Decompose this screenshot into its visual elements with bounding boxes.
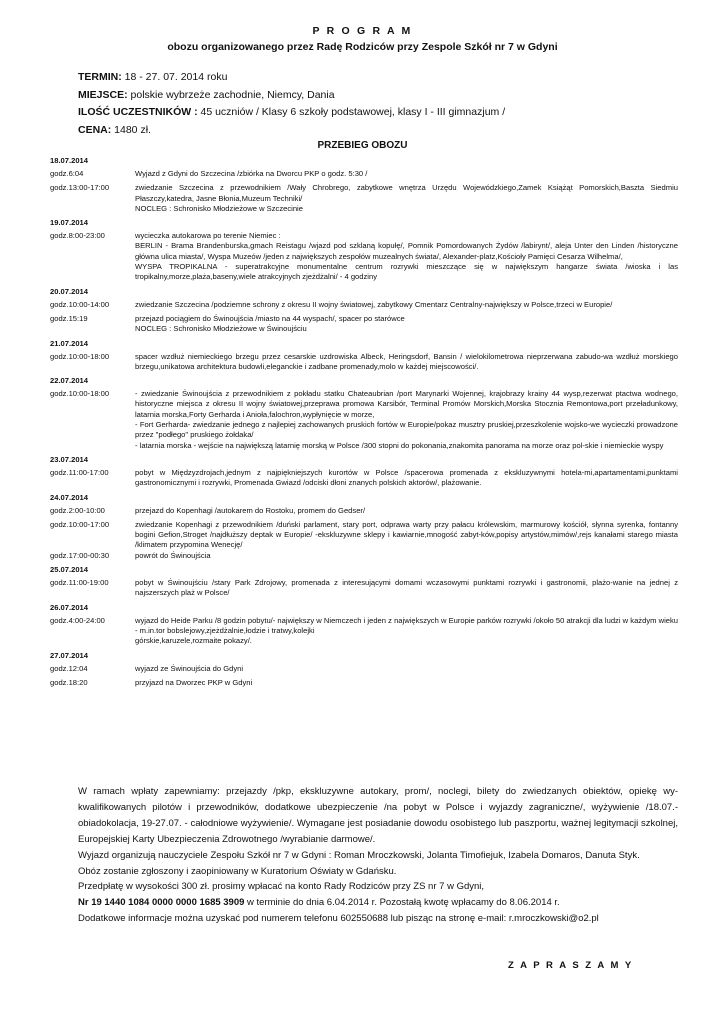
info-ilosc — [78, 104, 698, 122]
schedule-line: powrót do Świnoujścia — [135, 550, 211, 560]
info-cena — [78, 122, 698, 140]
schedule-row — [50, 506, 678, 516]
schedule-time: godz.18:20 — [50, 677, 88, 687]
footer-prepayment: Przedpłatę w wysokości 300 zł. prosimy wpłacać na konto Rady Rodziców przy ZS nr 7 w Gdyni, — [78, 881, 485, 893]
schedule-date: 20.07.2014 — [50, 286, 89, 296]
schedule-row — [50, 678, 678, 688]
info-miejsce — [78, 87, 698, 105]
schedule-row — [50, 520, 678, 551]
schedule-row — [50, 468, 678, 489]
schedule-line: spacer wzdłuż niemieckiego brzegu przez cesarskie uzdrowiska Albeck, Heringsdorf, Bansin / wielokilometrowa nieprzerwana zabudo-wa wzdłuż morskiego brzegu,unikatowa architektura budowli,eleganckie i zadbane promenady,molo w każdej miejscowości/. — [135, 351, 678, 371]
schedule-time: godz.10:00-14:00 — [50, 299, 110, 309]
closing-text: Z A P R A S Z A M Y — [508, 960, 634, 971]
schedule-line: wycieczka autokarowa po terenie Niemiec : — [135, 231, 281, 241]
schedule-row — [50, 664, 678, 674]
account-number: Nr 19 1440 1084 0000 0000 1685 3909 — [78, 897, 245, 909]
schedule-line: WYSPA TROPIKALNA - superatrakcyjne monumentalne centrum rozrywki mieszczące się w największym hangarze świata /wioska i las tropikalny,morze,plaża,baseny,wiele atrakcyjnych zjeżdżalni/ - 4 godziny — [135, 262, 678, 282]
schedule-line: - Fort Gerharda- zwiedzanie jednego z najlepiej zachowanych pruskich fortów w Europie/pokaz musztry pruskiej,przeszkolenie wojsko-we wycieczki prowadzone przez "podłego" pruskiego żołdaka/ — [135, 420, 678, 440]
info-termin — [78, 69, 698, 87]
schedule-description — [135, 506, 678, 516]
schedule-row — [50, 551, 678, 561]
schedule-line: wyjazd do Heide Parku /8 godzin pobytu/- największy w Niemczech i jeden z największych w Europie parków rozrywki /około 50 atrakcji dla ludzi w każdym wieku - m.in.tor bobslejowy,zjeżdżalnie,łodzie i tratwy,kolejki — [135, 615, 678, 635]
schedule-date: 25.07.2014 — [50, 565, 89, 575]
schedule-row — [50, 578, 678, 599]
miejsce-label: MIEJSCE: — [78, 88, 128, 101]
schedule-row — [50, 300, 678, 310]
schedule-date: 23.07.2014 — [50, 454, 89, 464]
schedule-description — [135, 551, 678, 561]
schedule — [50, 156, 678, 692]
schedule-date: 21.07.2014 — [50, 338, 89, 348]
schedule-description — [135, 389, 678, 451]
schedule-row — [50, 616, 678, 647]
schedule-time: godz.11:00-17:00 — [50, 467, 109, 477]
schedule-date: 22.07.2014 — [50, 376, 89, 386]
schedule-time: godz.11:00-19:00 — [50, 578, 109, 588]
schedule-line: zwiedzanie Szczecina /podziemne schrony z okresu II wojny światowej, zabytkowy Cmentarz Centralny-największy w Polsce,trzeci w Europie/ — [135, 299, 613, 309]
schedule-description — [135, 578, 678, 599]
cena-label: CENA: — [78, 123, 112, 136]
schedule-time: godz.6:04 — [50, 169, 84, 178]
trip-info — [78, 69, 698, 139]
schedule-row — [50, 314, 678, 335]
document-subtitle: obozu organizowanego przez Radę Rodziców przy Zespole Szkół nr 7 w Gdyni — [167, 41, 558, 53]
schedule-line: Wyjazd z Gdyni do Szczecina /zbiórka na Dworcu PKP o godz. 5:30 / — [135, 169, 368, 178]
schedule-time: godz.10:00-17:00 — [50, 519, 110, 529]
schedule-date: 19.07.2014 — [50, 218, 89, 228]
schedule-date: 27.07.2014 — [50, 650, 89, 660]
schedule-row — [50, 169, 678, 179]
schedule-heading: PRZEBIEG OBOZU — [317, 140, 408, 151]
schedule-line: NOCLEG : Schronisko Młodzieżowe w Świnoujściu — [135, 324, 307, 334]
schedule-description — [135, 314, 678, 335]
schedule-line: zwiedzanie Kopenhagi z przewodnikiem /duński parlament, stary port, odprawa warty przy pałacu królewskim, marmurowy kościół, słynna syrenka, fontanny bogini Gefion,Stroget /najdłuższy deptak w Europie/ -ekskluzywne sklepy i kawiarnie,mnogość zabyt-ków,popisy artystów,mimów/,rejs kanałami starego miasta /klimatem przypomina Wenecję/ — [135, 519, 678, 550]
schedule-date: 18.07.2014 — [50, 156, 89, 165]
schedule-time: godz.17:00-00:30 — [50, 550, 110, 560]
schedule-line: pobyt w Międzyzdrojach,jednym z najpiękniejszych kurortów w Polsce /spacerowa promenada z ekskluzywnymi hotela-mi,apartamentami,punktami gastronomicznymi i rozrywki, Promenada Gwiazd /odciski dłoni znanych polskich aktorów/, plażowanie. — [135, 467, 678, 488]
footer-account — [78, 895, 678, 911]
termin-value: 18 - 27. 07. 2014 roku — [121, 71, 228, 83]
schedule-row — [50, 183, 678, 214]
schedule-line: zwiedzanie Szczecina z przewodnikiem /Wały Chrobrego, zabytkowe wnętrza Urzędu Wojewódzkiego,Zamek Książąt Pomorskich,Baszta Siedmiu Płaszczy,katedra, Jasne Błonia,Muzeum Techniki/ — [135, 183, 678, 203]
schedule-time: godz.10:00-18:00 — [50, 389, 110, 399]
schedule-line: przejazd do Kopenhagi /autokarem do Rostoku, promem do Gedser/ — [135, 505, 366, 515]
schedule-line: przejazd pociągiem do Świnoujścia /miasto na 44 wyspach/, spacer po starówce — [135, 313, 405, 323]
document-title: P R O G R A M — [312, 25, 413, 37]
footer-notes — [78, 784, 678, 927]
schedule-description — [135, 520, 678, 551]
schedule-description — [135, 183, 678, 214]
schedule-line: NOCLEG : Schronisko Młodzieżowe w Szczecinie — [135, 203, 303, 213]
footer-included: W ramach wpłaty zapewniamy: przejazdy /pkp, ekskluzywne autokary, prom/, noclegi, bilety do zwiedzanych obiektów, opiekę wy-kwalifikowanych pilotów i przewodników, dodatkowe ubezpieczenie /na pobyt w Polsce i wyjazdy zagraniczne/, wyżywienie /18.07.- obiadokolacja, 19-27.07. - całodniowe wyżywienie/. Wymagane jest posiadanie dowodu osobistego lub paszportu, ważnej legitymacji szkolnej, Europejskiej Karty Ubezpieczenia Zdrowotnego /wyrabianie darmowe/. — [78, 786, 678, 845]
footer-organizers: Wyjazd organizują nauczyciele Zespołu Szkół nr 7 w Gdyni : Roman Mroczkowski, Jolanta Timofiejuk, Izabela Domaros, Danuta Styk. — [78, 849, 640, 861]
schedule-line: BERLIN - Brama Brandenburska,gmach Reistagu /wjazd pod szklaną kopułę/, Pomnik Pomordowanych Żydów /labirynt/, aleja Unter den Linden /historyczne główna ulica miasta/, Wyspa Muzeów /jeden z największych zespołów muzealnych świata/, Alexander-platz,Kościoły Pamięci Cesarza Wilhelma/, — [135, 241, 678, 261]
termin-label: TERMIN: — [78, 71, 122, 83]
account-deadline: w terminie do dnia 6.04.2014 r. Pozostałą kwotę wpłacamy do 8.06.2014 r. — [244, 897, 560, 909]
schedule-time: godz.15:19 — [50, 313, 88, 323]
schedule-line: wyjazd ze Świnoujścia do Gdyni — [135, 663, 244, 673]
schedule-description — [135, 169, 678, 179]
miejsce-value: polskie wybrzeże zachodnie, Niemcy, Dania — [127, 88, 335, 101]
schedule-row — [50, 231, 678, 282]
schedule-line: - zwiedzanie Świnoujścia z przewodnikiem z pokładu statku Chateaubrian /port Marynarki Wojennej, krajobrazy krainy 44 wysp,rezerwat ptactwa wodnego, historyczne miejsca z okresu II wojny światowej,przeprawa promowa Karsibór, Terminal Promów Morskich,Morska Stocznia Remontowa,port przeładunkowy, latarnia morska,Forty Gerharda i Anioła,falochron,wypłynięcie w morze, — [135, 389, 678, 419]
schedule-time: godz.8:00-23:00 — [50, 231, 105, 241]
schedule-description — [135, 678, 678, 688]
ilosc-value: 45 uczniów / Klasy 6 szkoły podstawowej, klasy I - III gimnazjum / — [197, 106, 506, 118]
schedule-time: godz.4:00-24:00 — [50, 615, 105, 625]
schedule-description — [135, 468, 678, 489]
ilosc-label: ILOŚĆ UCZESTNIKÓW : — [78, 106, 198, 118]
schedule-row — [50, 352, 678, 373]
schedule-time: godz.2:00-10:00 — [50, 505, 105, 515]
schedule-date: 24.07.2014 — [50, 492, 89, 502]
schedule-description — [135, 231, 678, 282]
schedule-line: - latarnia morska - wejście na największą latarnię morską w Polsce /300 stopni do pokonania,znakomita panorama na morze oraz pol-skie i niemieckie wyspy — [135, 440, 664, 450]
schedule-line: górskie,karuzele,rozmaite pokazy/. — [135, 636, 252, 646]
schedule-description — [135, 616, 678, 647]
footer-contact: Dodatkowe informacje można uzyskać pod numerem telefonu 602550688 lub pisząc na stronę e-mail: r.mroczkowski@o2.pl — [78, 913, 599, 925]
schedule-description — [135, 664, 678, 674]
schedule-time: godz.10:00-18:00 — [50, 351, 110, 361]
schedule-description — [135, 352, 678, 373]
schedule-time: godz.13:00-17:00 — [50, 183, 110, 193]
schedule-line: przyjazd na Dworzec PKP w Gdyni — [135, 677, 253, 687]
schedule-time: godz.12:04 — [50, 663, 88, 673]
schedule-row — [50, 389, 678, 451]
schedule-description — [135, 300, 678, 310]
footer-registration: Obóz zostanie zgłoszony i zaopiniowany w Kuratorium Oświaty w Gdańsku. — [78, 865, 397, 877]
cena-value: 1480 zł. — [111, 123, 151, 136]
schedule-date: 26.07.2014 — [50, 602, 89, 612]
schedule-line: pobyt w Świnoujściu /stary Park Zdrojowy, promenada z interesującymi domami wczasowymi punktami rozrywki i gastronomii, plażo-wanie na jednej z najszerszych plaż w Polsce/ — [135, 578, 678, 598]
